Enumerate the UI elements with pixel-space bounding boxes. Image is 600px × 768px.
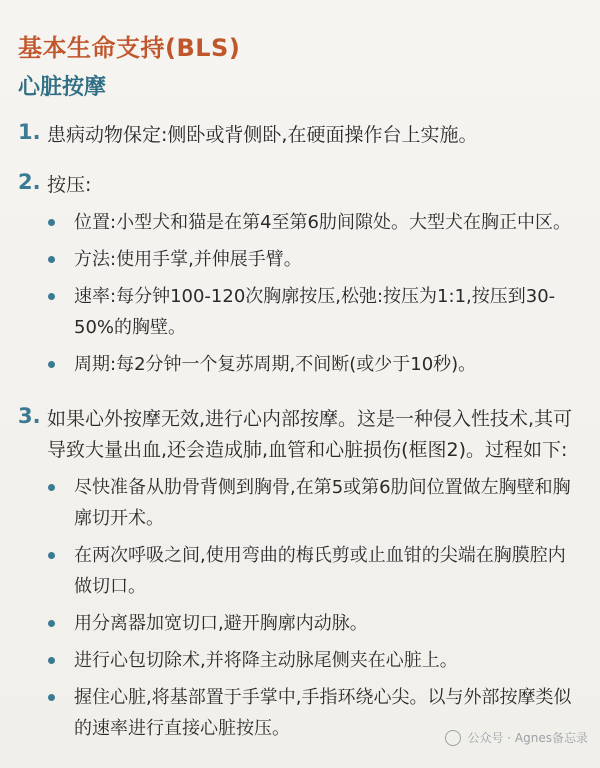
watermark — [445, 729, 588, 746]
list-item — [18, 349, 582, 380]
section-1 — [18, 120, 582, 151]
page-subtitle: 心脏按摩 — [18, 75, 107, 100]
list-item — [18, 281, 582, 343]
section-3 — [18, 404, 582, 750]
wechat-icon — [445, 730, 461, 746]
section-number: 2. — [18, 170, 41, 194]
section-number: 3. — [18, 404, 41, 428]
list-item — [18, 608, 582, 639]
section-text: 如果心外按摩无效,进行心内部按摩。这是一种侵入性技术,其可导致大量出血,还会造成肺,血管和心脏损伤(框图2)。过程如下: — [47, 408, 573, 461]
list-item-text: 方法:使用手掌,并伸展手臂。 — [74, 249, 302, 270]
page-title: 基本生命支持(BLS) — [18, 34, 241, 62]
bullet-icon — [48, 657, 55, 664]
bullet-list — [18, 207, 582, 380]
list-item-text: 在两次呼吸之间,使用弯曲的梅氏剪或止血钳的尖端在胸膜腔内做切口。 — [74, 545, 566, 597]
list-item — [18, 645, 582, 676]
section-number: 1. — [18, 120, 41, 144]
list-item-text: 用分离器加宽切口,避开胸廓内动脉。 — [74, 613, 368, 634]
list-item-text: 速率:每分钟100-120次胸廓按压,松弛:按压为1:1,按压到30-50%的胸壁。 — [74, 286, 556, 338]
list-item — [18, 207, 582, 238]
bullet-icon — [48, 361, 55, 368]
list-item — [18, 472, 582, 534]
list-item-text: 位置:小型犬和猫是在第4至第6肋间隙处。大型犬在胸正中区。 — [74, 212, 571, 233]
section-2 — [18, 170, 582, 386]
bullet-icon — [48, 694, 55, 701]
bullet-icon — [48, 219, 55, 226]
bullet-list — [18, 472, 582, 744]
bullet-icon — [48, 484, 55, 491]
list-item-text: 周期:每2分钟一个复苏周期,不间断(或少于10秒)。 — [74, 354, 477, 375]
bullet-icon — [48, 256, 55, 263]
bullet-icon — [48, 293, 55, 300]
list-item-text: 进行心包切除术,并将降主动脉尾侧夹在心脏上。 — [74, 650, 458, 671]
section-text: 患病动物保定:侧卧或背侧卧,在硬面操作台上实施。 — [47, 124, 478, 146]
list-item-text: 握住心脏,将基部置于手掌中,手指环绕心尖。以与外部按摩类似的速率进行直接心脏按压。 — [74, 687, 572, 739]
list-item — [18, 540, 582, 602]
list-item — [18, 244, 582, 275]
bullet-icon — [48, 552, 55, 559]
bullet-icon — [48, 620, 55, 627]
section-text: 按压: — [47, 174, 92, 196]
list-item-text: 尽快准备从肋骨背侧到胸骨,在第5或第6肋间位置做左胸壁和胸廓切开术。 — [74, 477, 571, 529]
watermark-text: 公众号 · Agnes备忘录 — [467, 731, 588, 745]
